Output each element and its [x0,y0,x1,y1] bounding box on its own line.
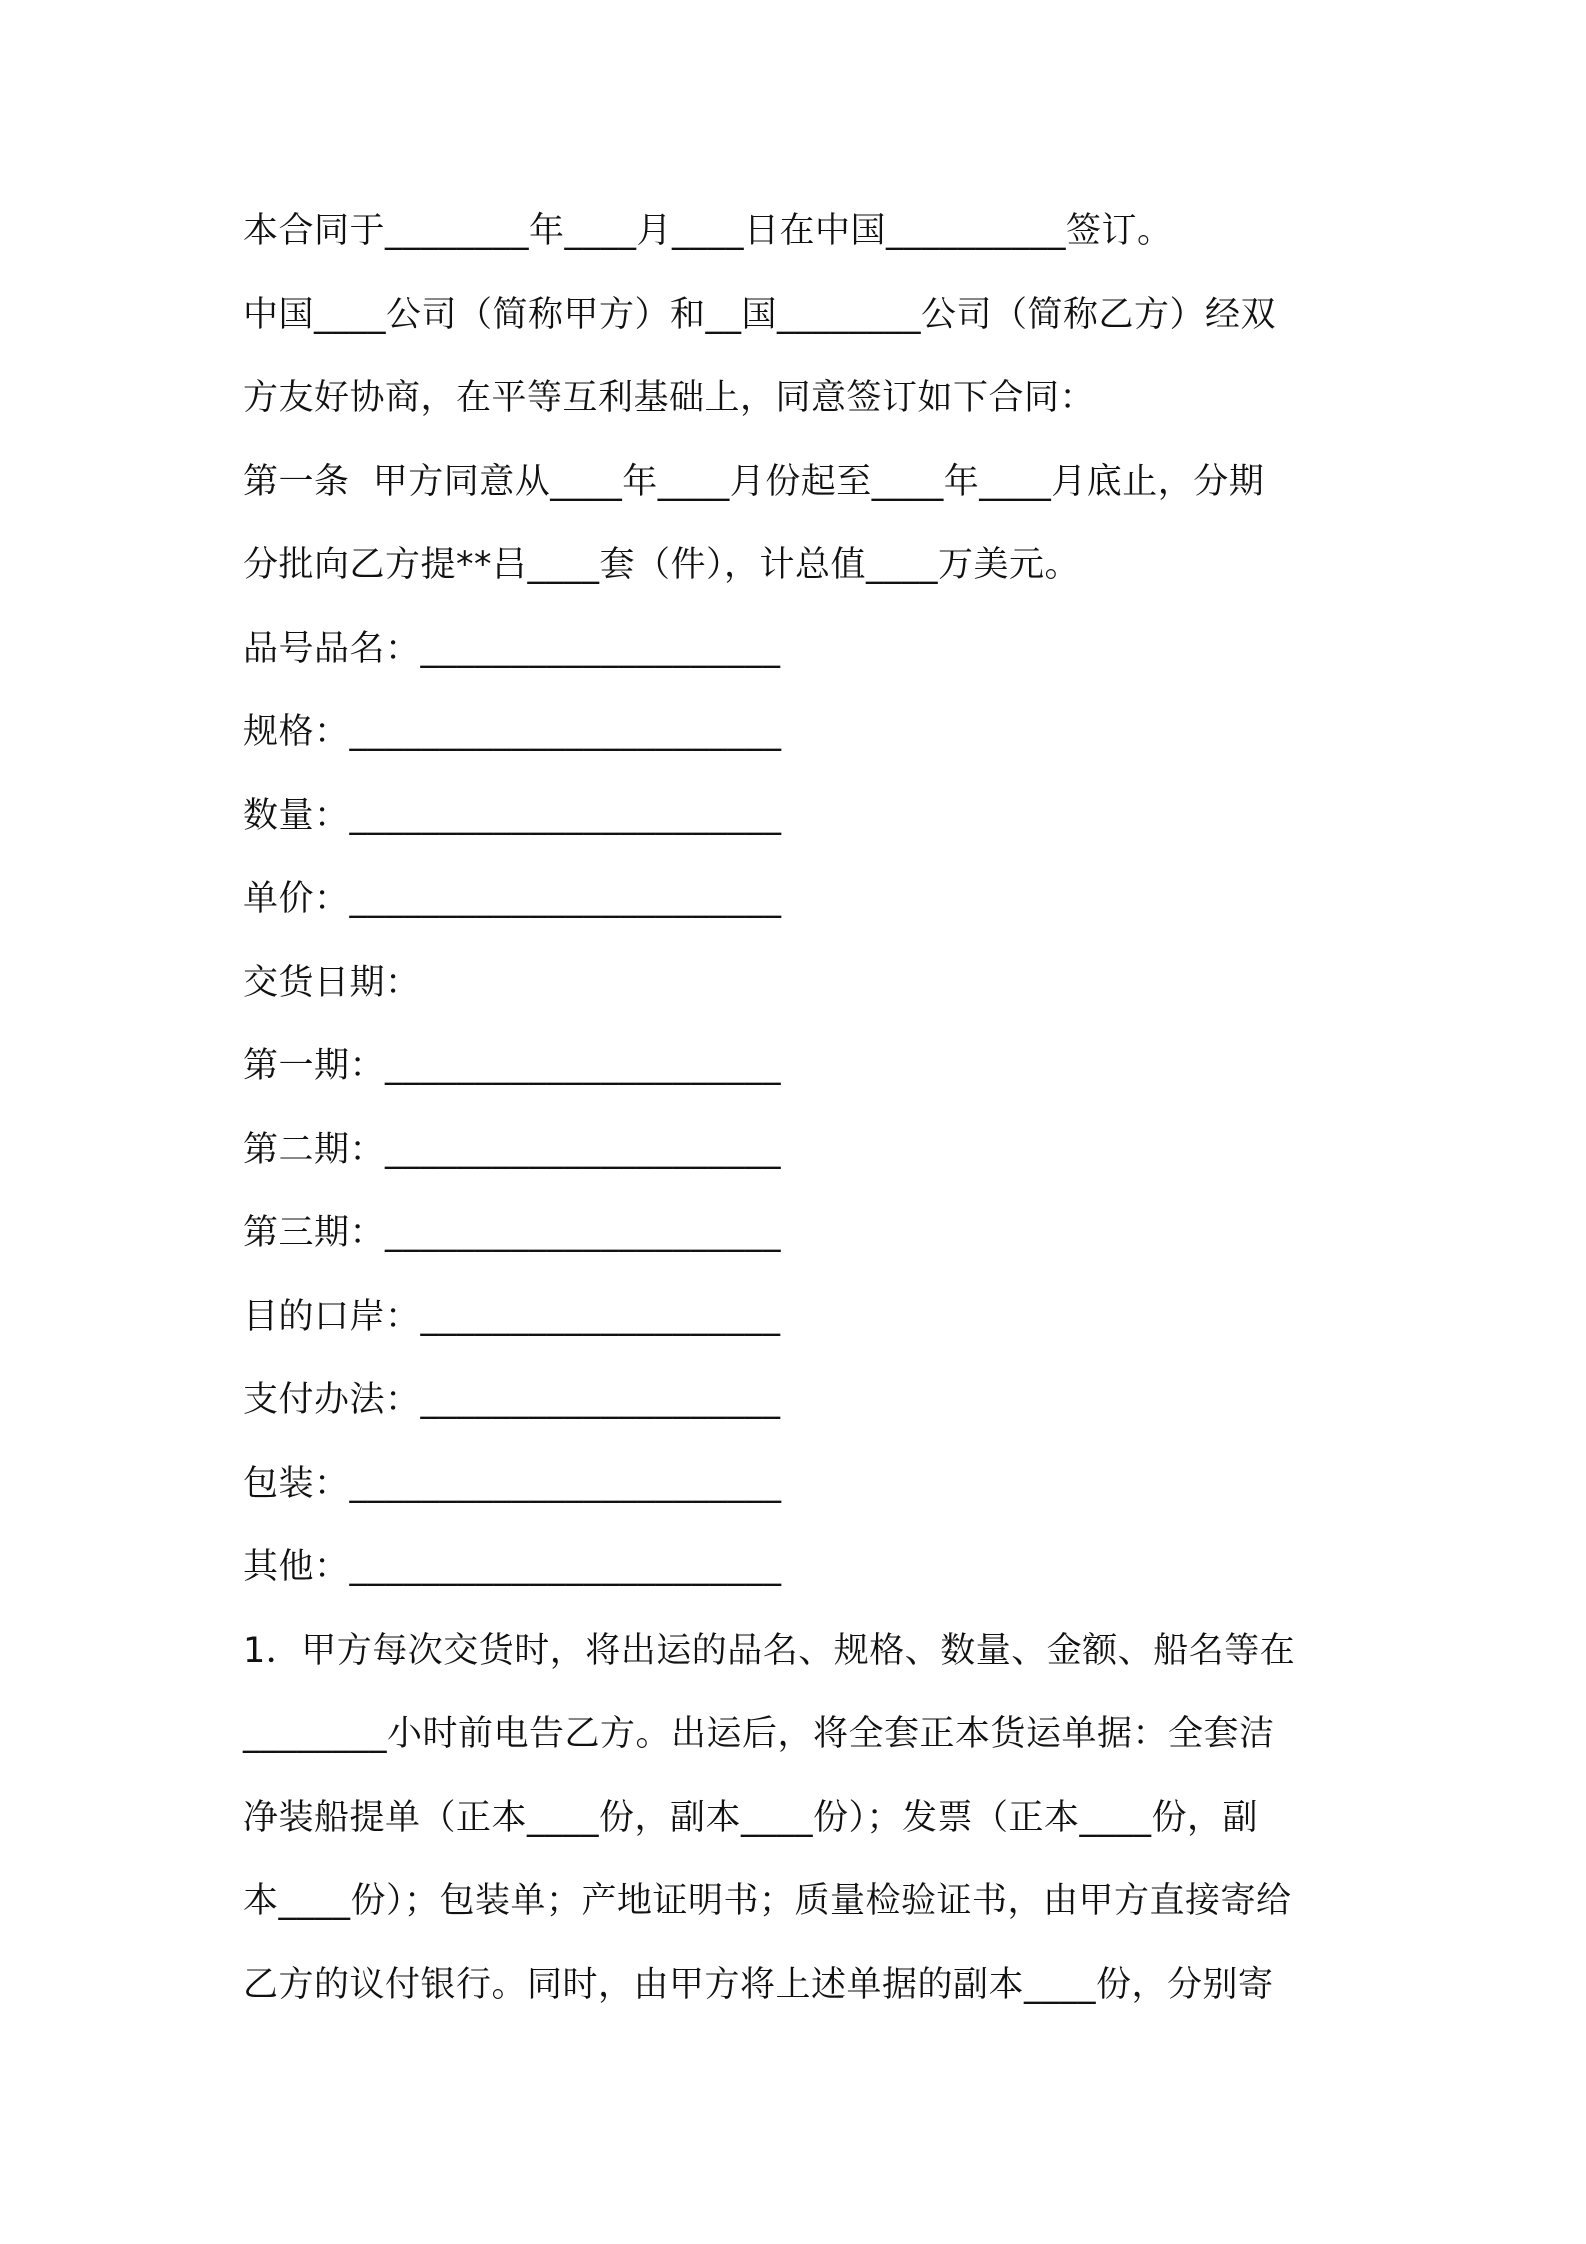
field-destination-port: 目的口岸：____________________ [243,1296,781,1337]
contract-line-signing-date: 本合同于________年____月____日在中国__________签订。 [243,211,1173,251]
article-one-line-cont: 分批向乙方提**吕____套（件），计总值____万美元。 [243,545,1081,585]
clause-one-line-5: 乙方的议付银行。同时，由甲方将上述单据的副本____份，分别寄 [243,1964,1274,2005]
field-phase-one: 第一期：______________________ [243,1046,782,1086]
field-other: 其他：________________________ [243,1547,782,1587]
contract-line-parties: 中国____公司（简称甲方）和__国________公司（简称乙方）经双 [243,294,1277,335]
field-phase-three: 第三期：______________________ [243,1213,782,1253]
article-one-line: 第一条 甲方同意从____年____月份起至____年____月底止，分期 [243,461,1265,502]
field-unit-price: 单价：________________________ [243,879,782,919]
field-packaging: 包装：________________________ [243,1463,782,1504]
contract-line-parties-cont: 方友好协商，在平等互利基础上，同意签订如下合同： [243,378,1096,418]
clause-one-line-3: 净装船提单（正本____份，副本____份）；发票（正本____份，副 [243,1797,1259,1838]
clause-one-line: 1．甲方每次交货时，将出运的品名、规格、数量、金额、船名等在 [243,1630,1296,1671]
field-specification: 规格：________________________ [243,712,782,752]
field-phase-two: 第二期：______________________ [243,1129,782,1170]
clause-one-line-4: 本____份）；包装单；产地证明书；质量检验证书，由甲方直接寄给 [243,1881,1292,1921]
field-delivery-date-heading: 交货日期： [243,962,421,1003]
contract-text-block [243,190,1363,2027]
field-quantity: 数量：________________________ [243,795,782,836]
field-product-name: 品号品名：____________________ [243,628,781,669]
clause-one-line-2: ________小时前电告乙方。出运后，将全套正本货运单据：全套洁 [243,1714,1275,1754]
field-payment-method: 支付办法：____________________ [243,1380,781,1420]
